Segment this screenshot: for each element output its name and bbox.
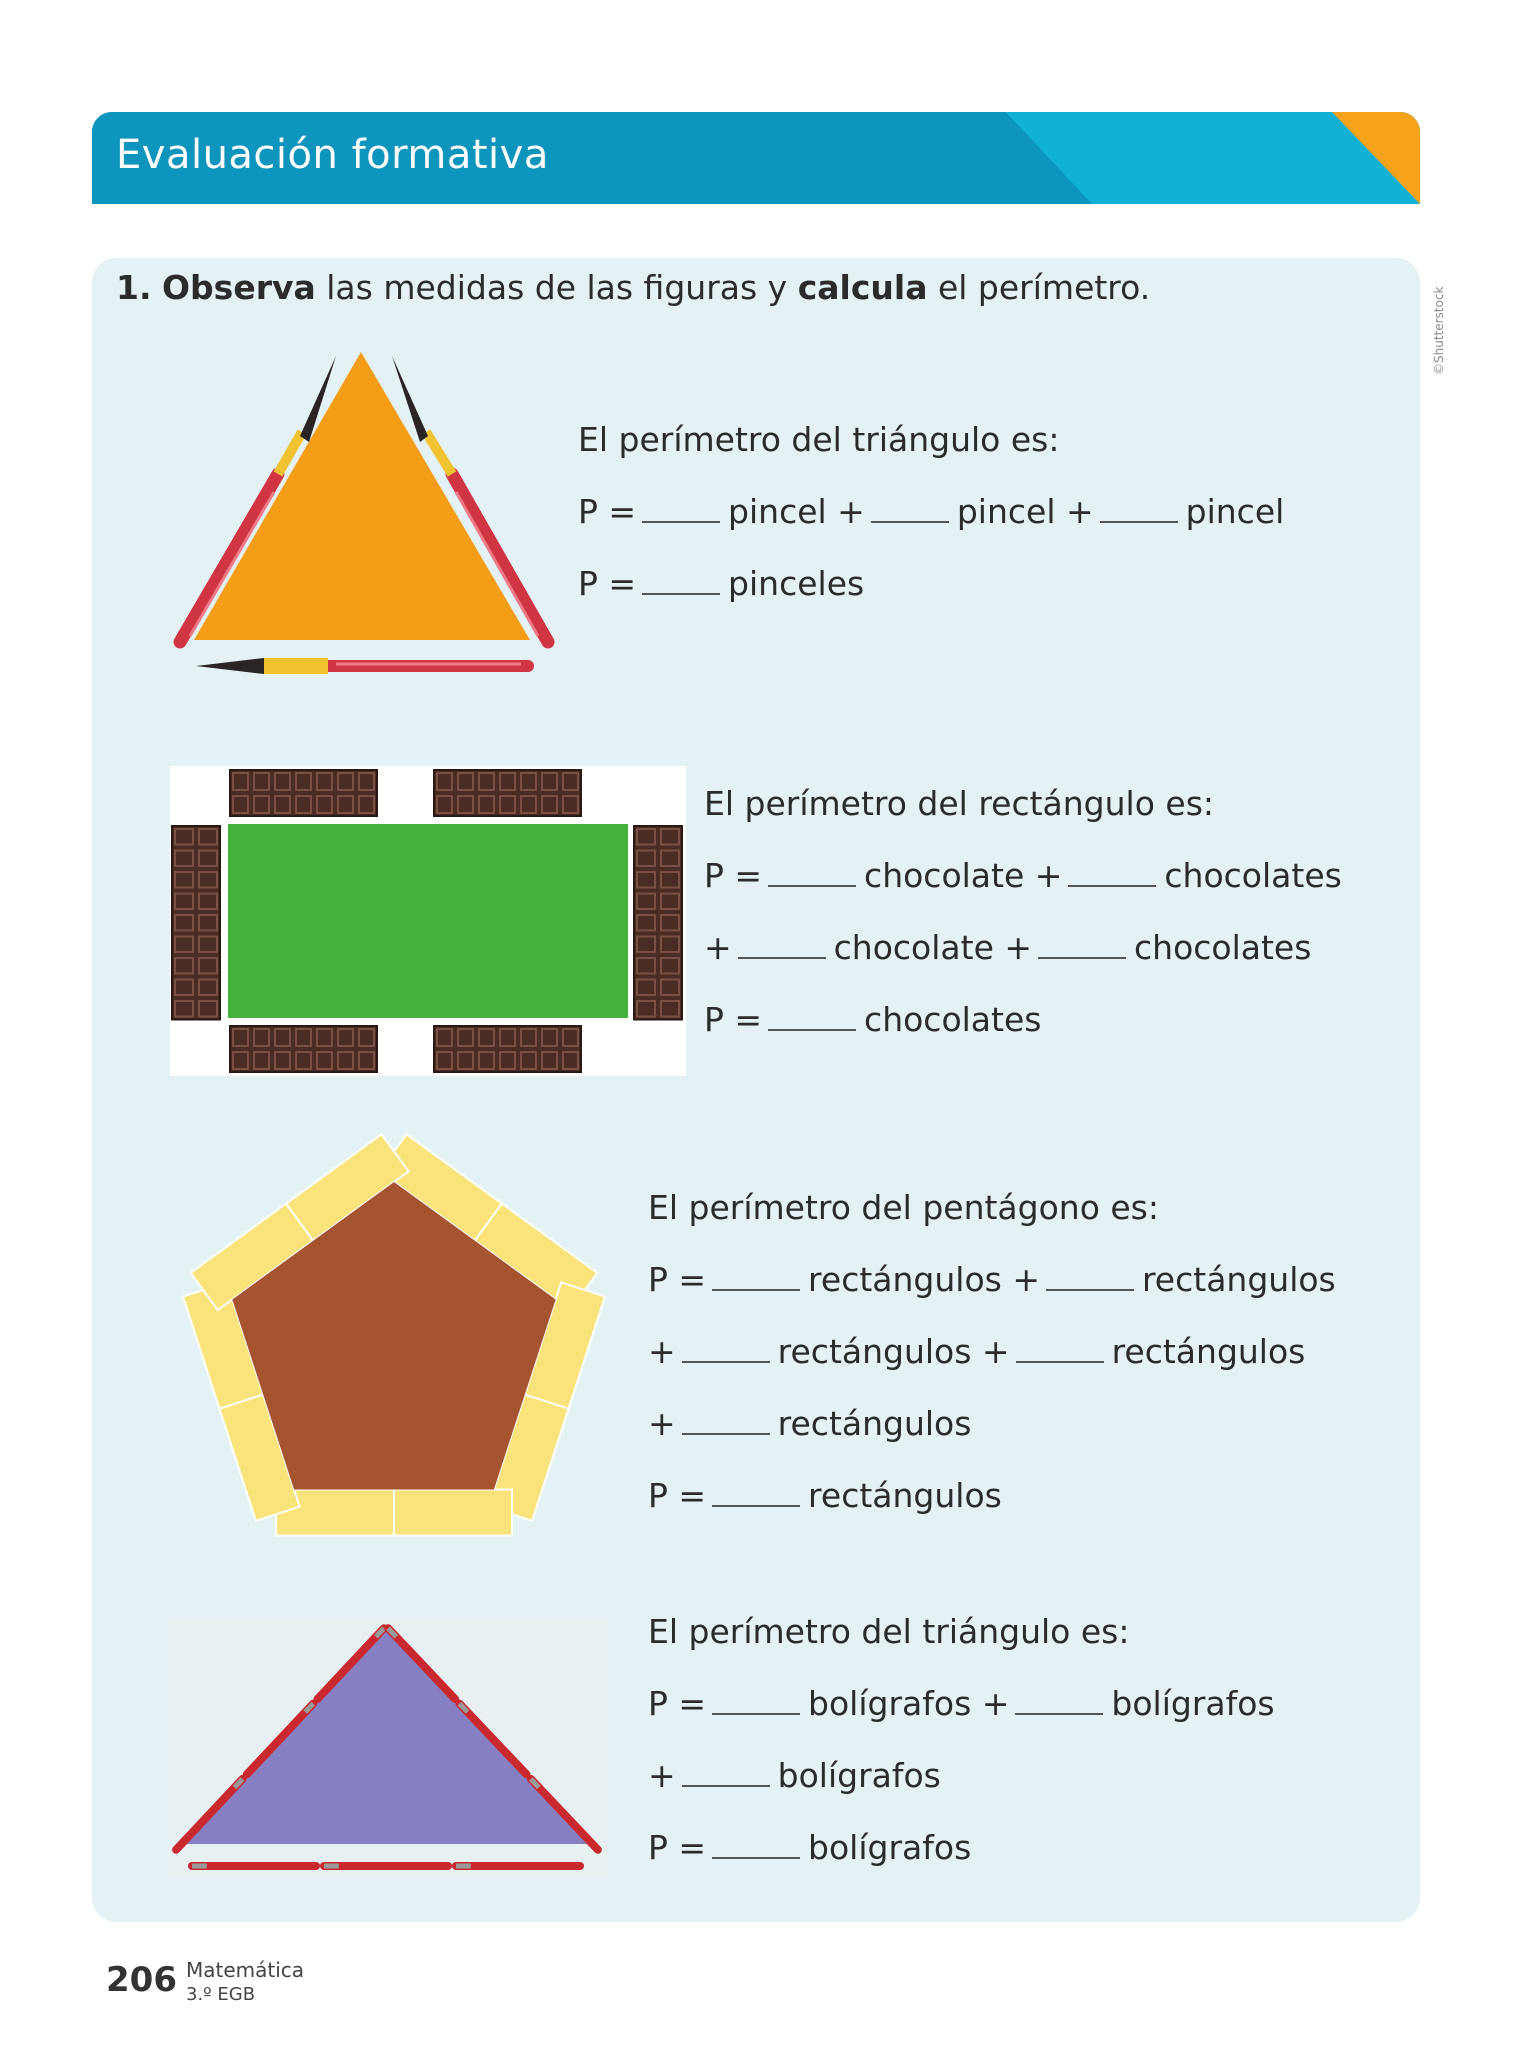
rectangle-line1 — [704, 856, 1342, 895]
orange-triangle — [194, 352, 530, 640]
formula-prefix: P = — [648, 1684, 707, 1723]
pentagon-line1 — [648, 1260, 1336, 1299]
formula-term: chocolates — [1164, 856, 1342, 895]
image-credit: ©Shutterstock — [1432, 286, 1446, 375]
formula-term: rectángulos — [777, 1404, 972, 1443]
formula-prefix: + — [648, 1756, 676, 1795]
instruction-middle: las medidas de las figuras y — [315, 268, 798, 307]
formula-term: pincel — [1185, 492, 1285, 531]
chocolate-bar — [230, 1026, 377, 1072]
formula-term: chocolates — [864, 1000, 1042, 1039]
formula-term: bolígrafos — [808, 1828, 972, 1867]
chocolate-bar — [634, 826, 682, 1020]
triangle2-line3 — [648, 1828, 971, 1867]
answer-blank[interactable] — [642, 573, 720, 595]
dua-subtitle: Acción y expresión — [1101, 50, 1357, 78]
formula-term: rectángulos + — [808, 1260, 1040, 1299]
pentagon-tiles-figure — [170, 1130, 620, 1570]
triangle1-line2 — [578, 564, 864, 603]
formula-term: rectángulos + — [777, 1332, 1010, 1371]
answer-blank[interactable] — [682, 1413, 770, 1435]
formula-term: bolígrafos — [1111, 1684, 1275, 1723]
answer-blank[interactable] — [738, 937, 826, 959]
pentagon-line3 — [648, 1404, 971, 1443]
formula-term: pinceles — [728, 564, 865, 603]
answer-blank[interactable] — [712, 1693, 800, 1715]
formula-prefix: P = — [648, 1260, 707, 1299]
pentagon-line4 — [648, 1476, 1002, 1515]
formula-term: rectángulos — [1141, 1260, 1336, 1299]
paintbrush-bottom — [196, 658, 528, 674]
formula-term: chocolate + — [833, 928, 1033, 967]
formula-prefix: P = — [578, 564, 637, 603]
green-rectangle — [226, 822, 630, 1020]
answer-blank[interactable] — [1016, 1341, 1104, 1363]
answer-blank[interactable] — [1038, 937, 1126, 959]
dua-label: DUA — [1195, 14, 1263, 47]
triangle2-line1 — [648, 1684, 1275, 1723]
formula-term: rectángulos — [1111, 1332, 1306, 1371]
answer-blank[interactable] — [768, 865, 856, 887]
answer-blank[interactable] — [682, 1765, 770, 1787]
answer-blank[interactable] — [642, 501, 720, 523]
instruction-verb-calculate: calcula — [797, 268, 928, 307]
answer-blank[interactable] — [712, 1837, 800, 1859]
header-title: Evaluación formativa — [116, 132, 549, 178]
pentagon-heading: El perímetro del pentágono es: — [648, 1188, 1159, 1227]
rectangle-line3 — [704, 1000, 1041, 1039]
formula-prefix: P = — [704, 1000, 763, 1039]
chocolate-bar — [172, 826, 220, 1020]
chocolate-bar — [230, 770, 377, 816]
answer-blank[interactable] — [1100, 501, 1178, 523]
yellow-rectangle — [394, 1490, 512, 1536]
triangle2-heading: El perímetro del triángulo es: — [648, 1612, 1130, 1651]
formula-term: pincel + — [956, 492, 1094, 531]
triangle2-line2 — [648, 1756, 941, 1795]
formula-prefix: + — [648, 1332, 676, 1371]
exercise-number: 1. — [116, 268, 152, 307]
rectangle-chocolate-figure — [170, 766, 686, 1076]
answer-blank[interactable] — [871, 501, 949, 523]
triangle-paintbrush-figure — [166, 344, 576, 684]
triangle1-heading: El perímetro del triángulo es: — [578, 420, 1060, 459]
formula-prefix: P = — [648, 1476, 707, 1515]
chocolate-bar — [434, 1026, 581, 1072]
rectangle-heading: El perímetro del rectángulo es: — [704, 784, 1215, 823]
formula-term: rectángulos — [808, 1476, 1002, 1515]
formula-prefix: + — [704, 928, 732, 967]
formula-term: pincel + — [728, 492, 865, 531]
answer-blank[interactable] — [1046, 1269, 1134, 1291]
answer-blank[interactable] — [768, 1009, 856, 1031]
answer-blank[interactable] — [712, 1269, 800, 1291]
footer-subject: Matemática — [186, 1958, 305, 1982]
answer-blank[interactable] — [1068, 865, 1156, 887]
exercise-instruction — [116, 268, 1150, 307]
formula-prefix: P = — [648, 1828, 707, 1867]
formula-term: bolígrafos — [777, 1756, 941, 1795]
instruction-end: el perímetro. — [927, 268, 1151, 307]
chocolate-bar — [434, 770, 581, 816]
formula-prefix: + — [648, 1404, 676, 1443]
formula-prefix: P = — [704, 856, 763, 895]
answer-blank[interactable] — [712, 1485, 800, 1507]
formula-prefix: P = — [578, 492, 637, 531]
footer-grade: 3.º EGB — [186, 1984, 256, 2005]
answer-blank[interactable] — [682, 1341, 770, 1363]
triangle-pens-figure — [168, 1618, 608, 1878]
pentagon-line2 — [648, 1332, 1305, 1371]
formula-term: chocolate + — [864, 856, 1063, 895]
answer-blank[interactable] — [1015, 1693, 1103, 1715]
section-header — [92, 112, 1420, 204]
triangle1-line1 — [578, 492, 1284, 531]
page-number: 206 — [106, 1960, 177, 2000]
formula-term: chocolates — [1134, 928, 1312, 967]
formula-term: bolígrafos + — [808, 1684, 1010, 1723]
rectangle-line2 — [704, 928, 1311, 967]
instruction-verb-observe: Observa — [162, 268, 316, 307]
